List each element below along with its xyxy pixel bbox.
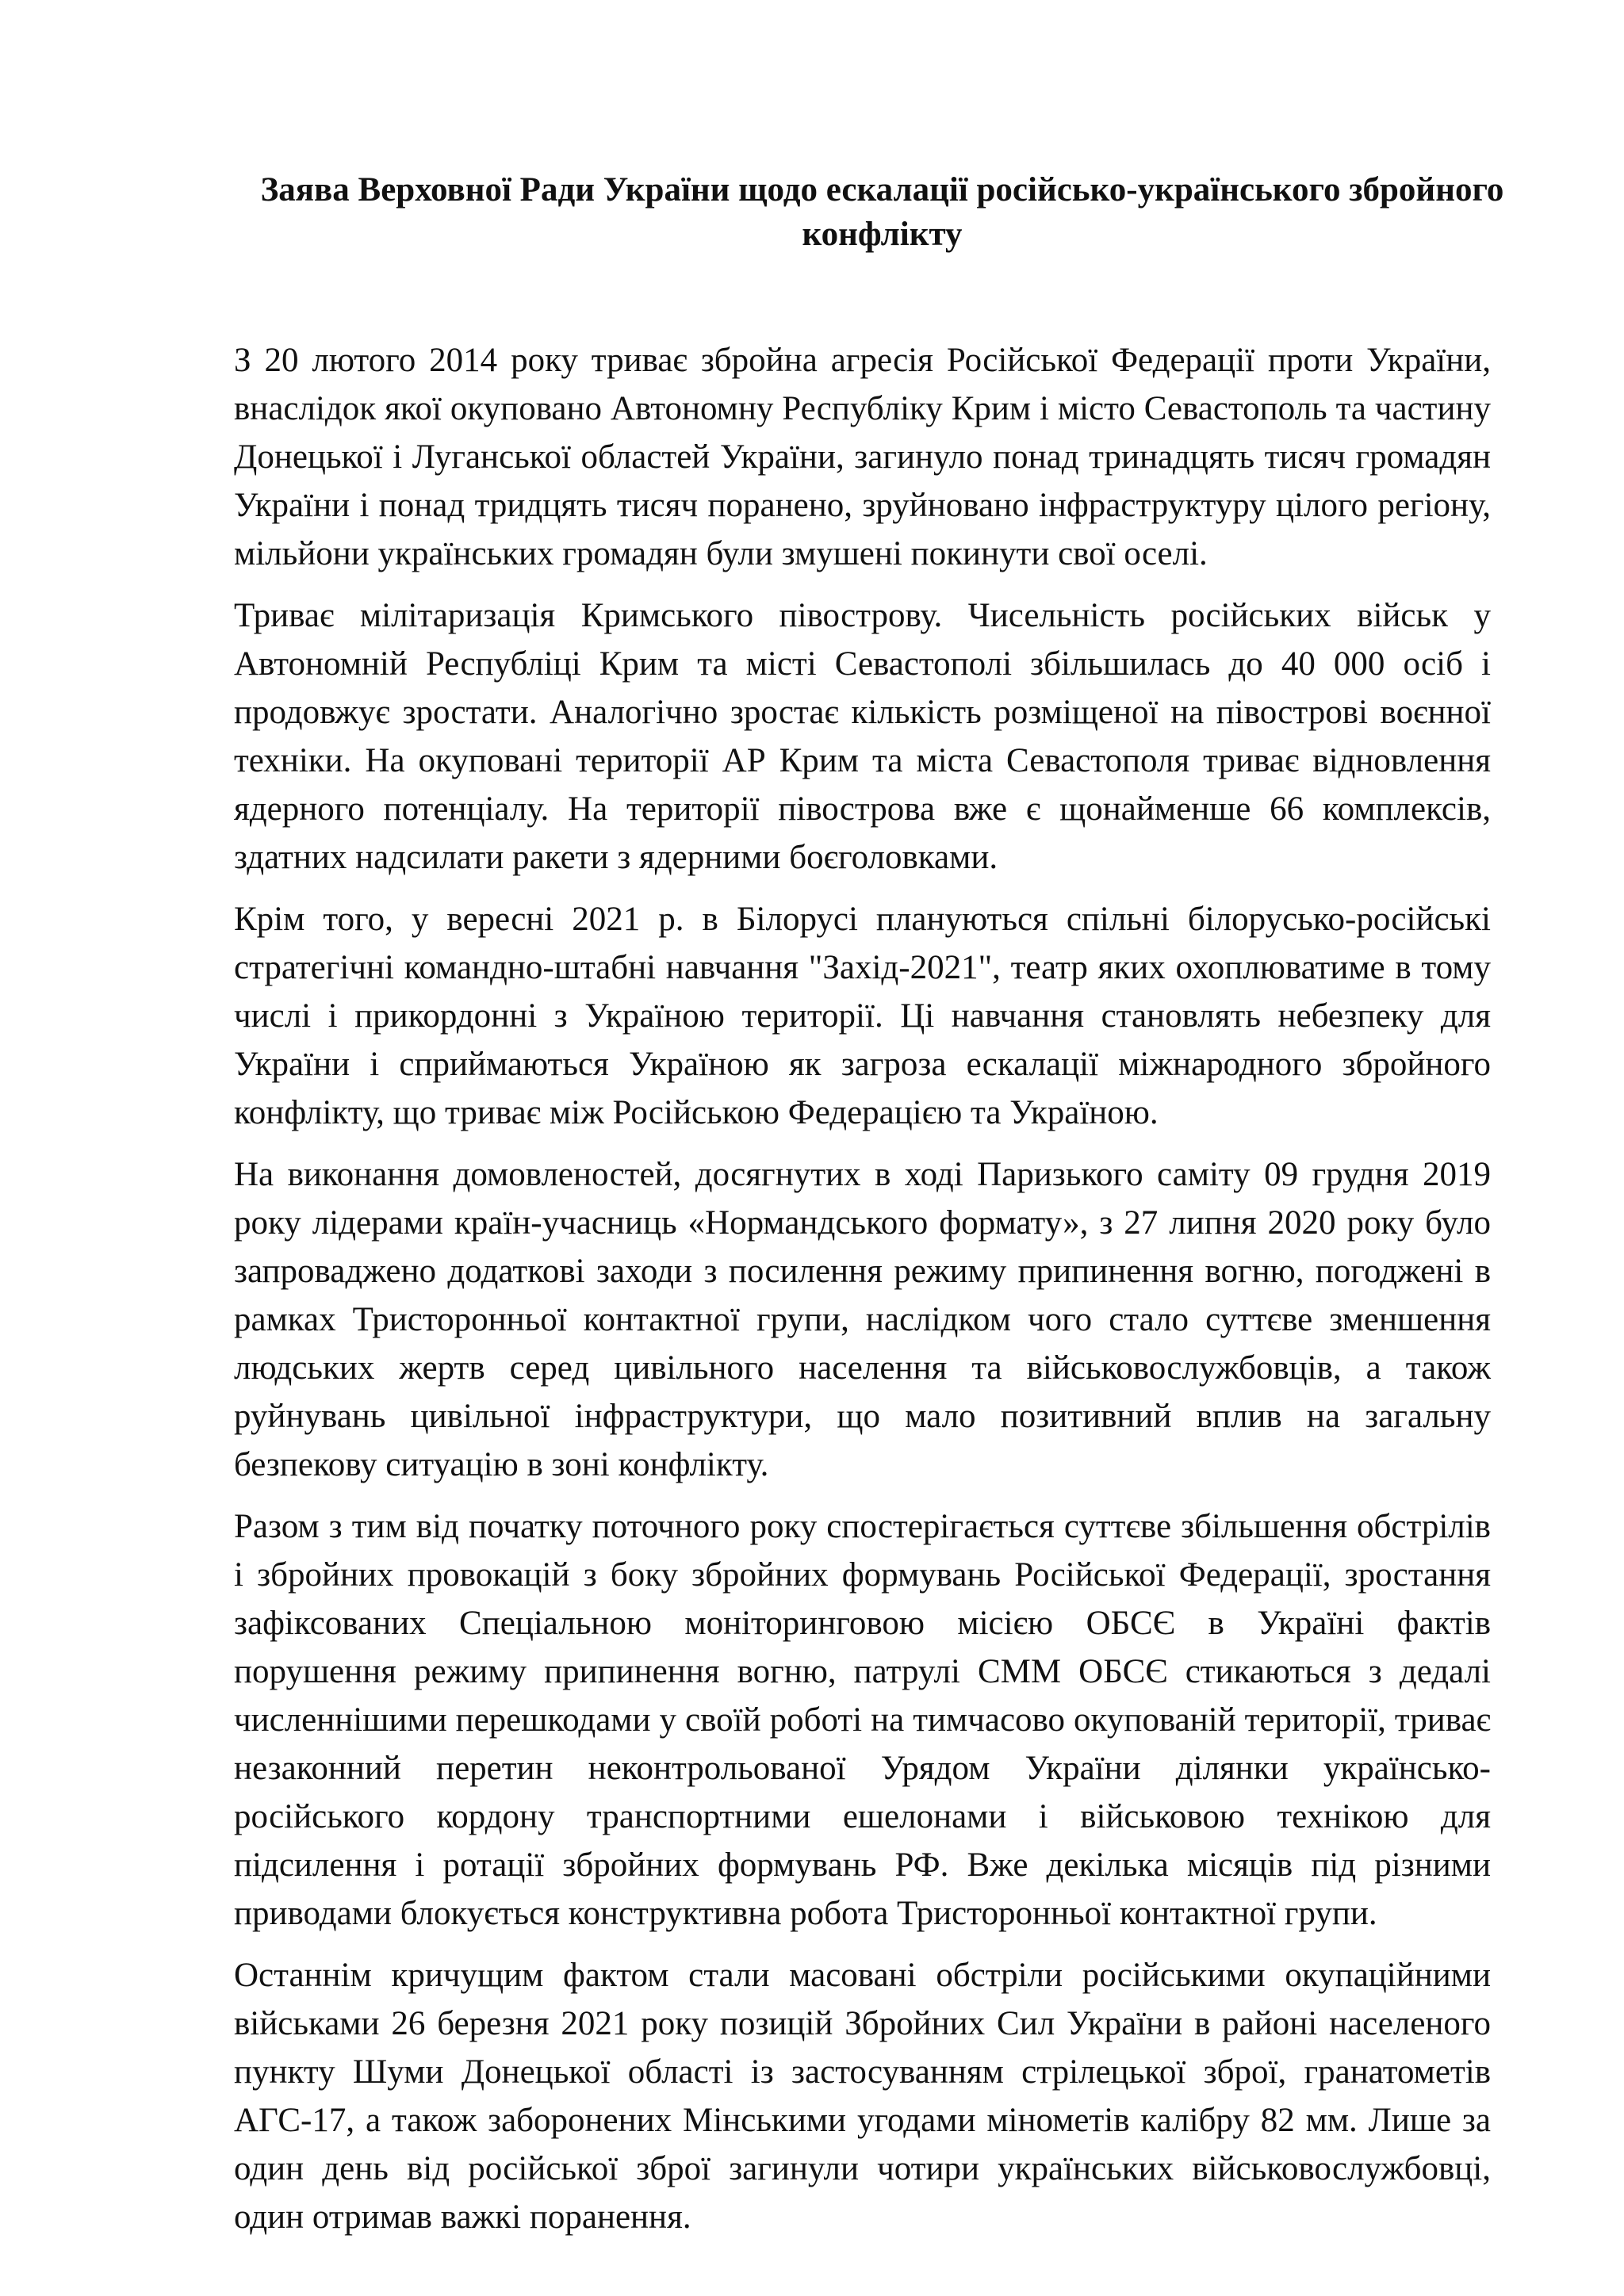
paragraph-aggression: З 20 лютого 2014 року триває збройна агресія Російської Федерації проти України, внаслідок якої окуповано Автономну Республіку Крим і місто Севастополь та частину Донецької і Луганської областей України, загинуло понад тринадцять тисяч громадян України і понад тридцять тисяч поранено, зруйновано інфраструктуру цілого регіону, мільйони українських громадян були змушені покинути свої оселі. xyxy=(234,342,1491,572)
paragraph-exercises: Крім того, у вересні 2021 р. в Білорусі плануються спільні білорусько-російські стратегічні командно-штабні навчання "Захід-2021", театр яких охоплюватиме в тому числі і прикордонні з Україною території. Ці навчання становлять небезпеку для України і сприймаються Україною як загроза ескалації міжнародного збройного конфлікту, що триває між Російською Федерацією та Україною. xyxy=(234,901,1491,1131)
document-title: Заява Верховної Ради України щодо ескалації російсько-українського збройного конфлікту xyxy=(260,171,1504,253)
paragraph-shelling: Останнім кричущим фактом стали масовані обстріли російськими окупаційними військами 26 березня 2021 року позицій Збройних Сил України в районі населеного пункту Шуми Донецької області із застосуванням стрілецької зброї, гранатометів АГС-17, а також заборонених Мінськими угодами мінометів калібру 82 мм. Лише за один день від російської зброї загинули чотири українських військовослужбовці, один отримав важкі поранення. xyxy=(234,1957,1491,2236)
paragraph-escalation: Разом з тим від початку поточного року спостерігається суттєве збільшення обстрілів і збройних провокацій з боку збройних формувань Російської Федерації, зростання зафіксованих Спеціальною моніторинговою місією ОБСЄ в Україні фактів порушення режиму припинення вогню, патрулі СММ ОБСЄ стикаються з дедалі численнішими перешкодами у своїй роботі на тимчасово окупованій території, триває незаконний перетин неконтрольованої Урядом України ділянки українсько-російського кордону транспортними ешелонами і військовою технікою для підсилення і ротації збройних формувань РФ. Вже декілька місяців під різними приводами блокується конструктивна робота Тристоронньої контактної групи. xyxy=(234,1508,1491,1932)
paragraph-ceasefire: На виконання домовленостей, досягнутих в ході Паризького саміту 09 грудня 2019 року лідерами країн-учасниць «Нормандського формату», з 27 липня 2020 року було запроваджено додаткові заходи з посилення режиму припинення вогню, погоджені в рамках Тристоронньої контактної групи, наслідком чого стало суттєве зменшення людських жертв серед цивільного населення та військовослужбовців, а також руйнувань цивільної інфраструктури, що мало позитивний вплив на загальну безпекову ситуацію в зоні конфлікту. xyxy=(234,1156,1491,1483)
paragraph-militarization: Триває мілітаризація Кримського півострову. Чисельність російських військ у Автономній Республіці Крим та місті Севастополі збільшилась до 40 000 осіб і продовжує зростати. Аналогічно зростає кількість розміщеної на півострові воєнної техніки. На окуповані території АР Крим та міста Севастополя триває відновлення ядерного потенціалу. На території півострова вже є щонайменше 66 комплексів, здатних надсилати ракети з ядерними боєголовками. xyxy=(234,597,1491,876)
document-body xyxy=(234,336,1491,2255)
